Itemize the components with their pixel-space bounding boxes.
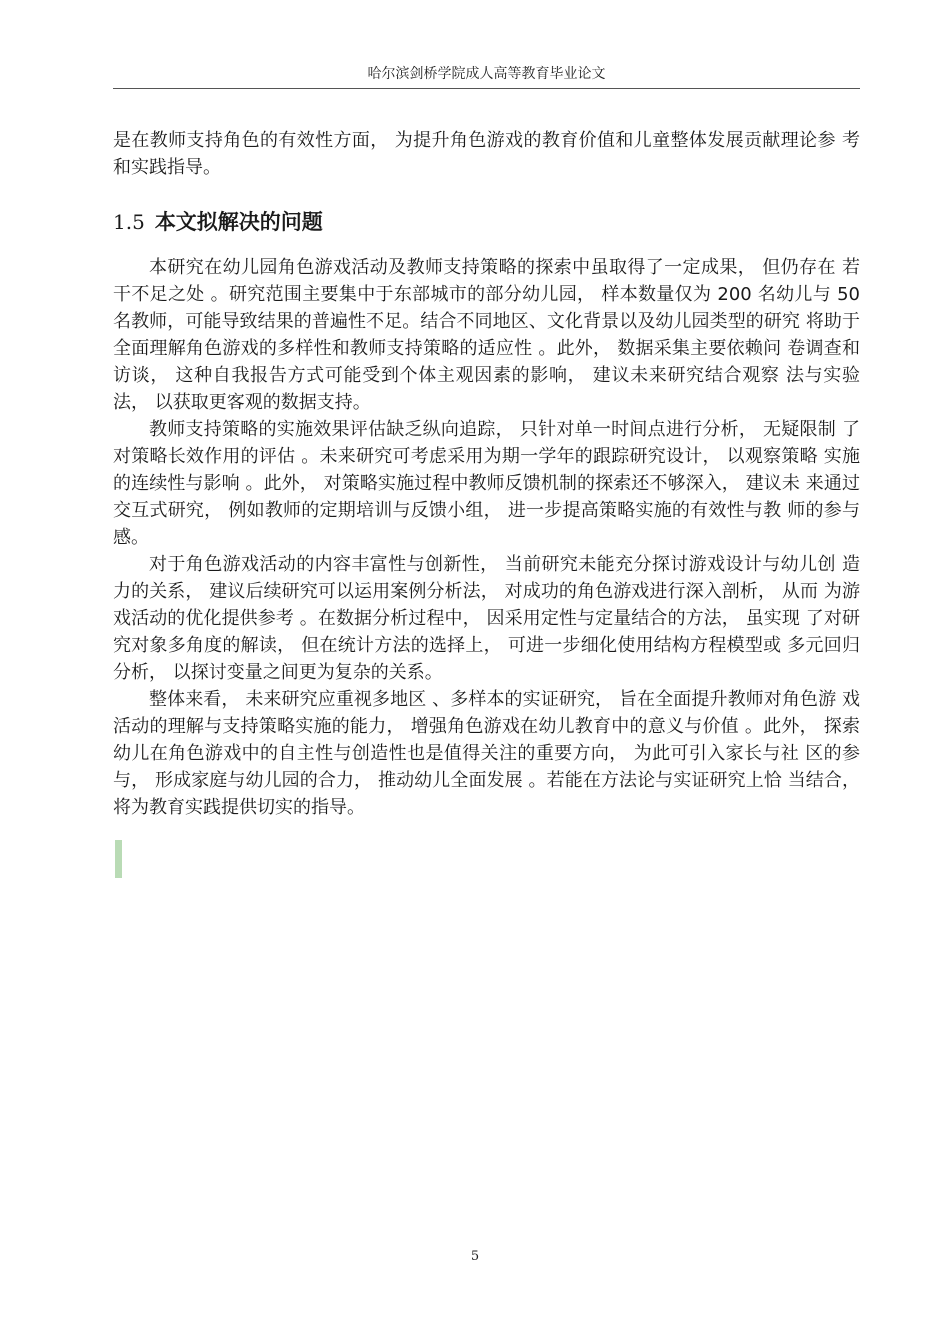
section-heading: [113, 207, 860, 237]
body-paragraph-3: 对于角色游戏活动的内容丰富性与创新性， 当前研究未能充分探讨游戏设计与幼儿创 造力的关系， 建议后续研究可以运用案例分析法， 对成功的角色游戏进行深入剖析， 从而 为游戏活动的优化提供参考 。在数据分析过程中， 因采用定性与定量结合的方法， 虽实现 了对研究对象多角度的解读， 但在统计方法的选择上， 可进一步细化使用结构方程模型或 多元回归分析， 以探讨变量之间更为复杂的关系。: [113, 554, 860, 683]
page-header: 哈尔滨剑桥学院成人高等教育毕业论文: [367, 66, 606, 82]
section-number: 1.5: [113, 210, 145, 234]
header-rule: [113, 88, 860, 89]
body-paragraph-2: 教师支持策略的实施效果评估缺乏纵向追踪， 只针对单一时间点进行分析， 无疑限制 了对策略长效作用的评估 。未来研究可考虑采用为期一学年的跟踪研究设计， 以观察策略 实施的连续性与影响 。此外， 对策略实施过程中教师反馈机制的探索还不够深入， 建议未 来通过交互式研究， 例如教师的定期培训与反馈小组， 进一步提高策略实施的有效性与教 师的参与感。: [113, 419, 860, 548]
body-paragraph-1: 本研究在幼儿园角色游戏活动及教师支持策略的探索中虽取得了一定成果， 但仍存在 若干不足之处 。研究范围主要集中于东部城市的部分幼儿园， 样本数量仅为 200 名幼儿与 50 名教师，可能导致结果的普遍性不足。结合不同地区、文化背景以及幼儿园类型的研究 将助于全面理解角色游戏的多样性和教师支持策略的适应性 。此外， 数据采集主要依赖问 卷调查和访谈， 这种自我报告方式可能受到个体主观因素的影响， 建议未来研究结合观察 法与实验法， 以获取更客观的数据支持。: [113, 257, 860, 413]
page-content: [113, 127, 860, 821]
text-cursor-highlight[interactable]: [115, 840, 122, 878]
continuation-paragraph: 是在教师支持角色的有效性方面， 为提升角色游戏的教育价值和儿童整体发展贡献理论参 考和实践指导。: [113, 130, 860, 178]
page-number: 5: [470, 1249, 480, 1264]
body-paragraph-4: 整体来看， 未来研究应重视多地区 、多样本的实证研究， 旨在全面提升教师对角色游 戏活动的理解与支持策略实施的能力， 增强角色游戏在幼儿教育中的意义与价值 。此外， 探索幼儿在角色游戏中的自主性与创造性也是值得关注的重要方向， 为此可引入家长与社 区的参与， 形成家庭与幼儿园的合力， 推动幼儿全面发展 。若能在方法论与实证研究上恰 当结合， 将为教育实践提供切实的指导。: [113, 689, 860, 818]
section-title: 本文拟解决的问题: [154, 210, 323, 234]
